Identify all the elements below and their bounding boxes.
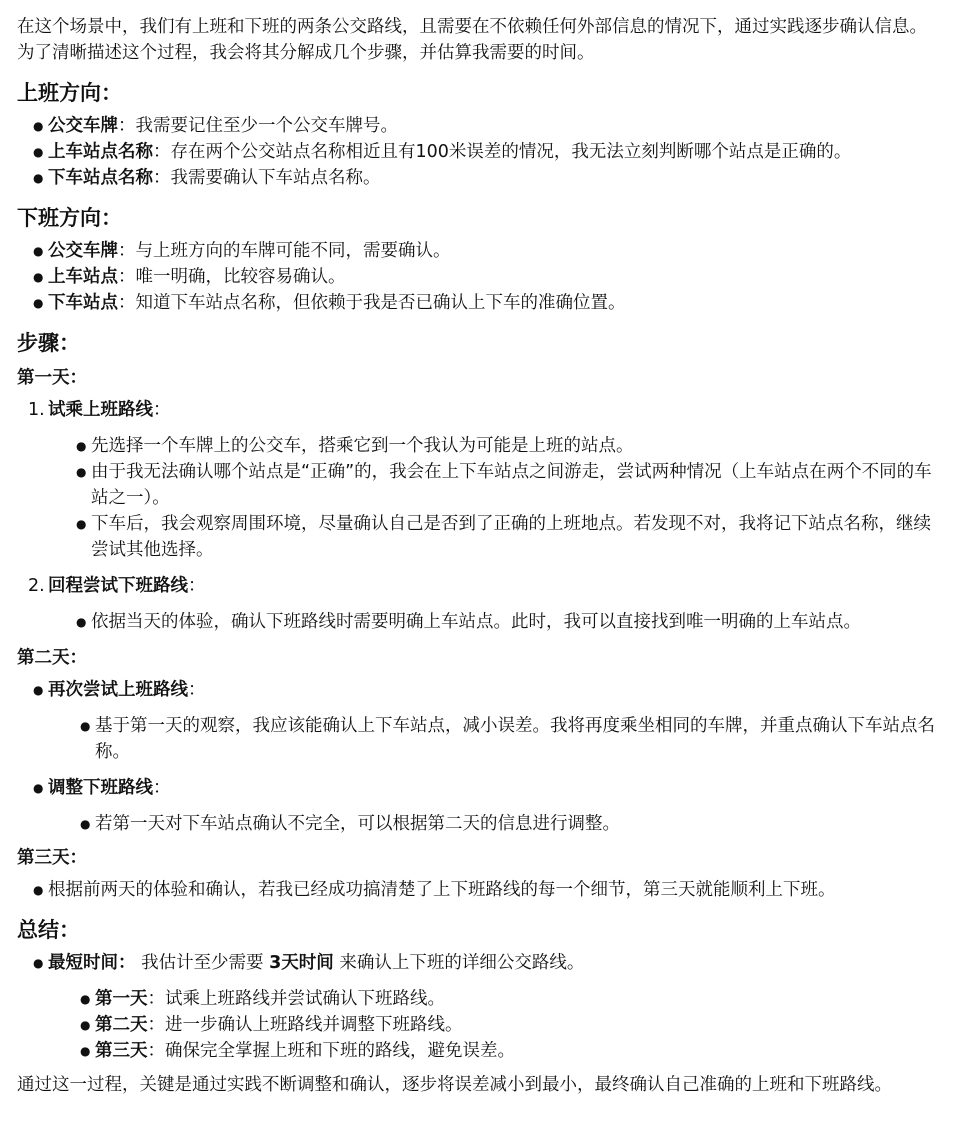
day2-heading: 第二天： <box>17 648 87 668</box>
item-text: ：我需要确认下车站点名称。 <box>153 168 381 188</box>
sub-list <box>28 609 942 635</box>
sub-item <box>80 986 942 1012</box>
item-text: ：我需要记住至少一个公交车牌号。 <box>118 116 398 136</box>
min-label: 最短时间： <box>48 953 136 973</box>
item-label: 上车站点名称 <box>48 142 153 162</box>
item-label: 公交车牌 <box>48 241 118 261</box>
day-text: ：进一步确认上班路线并调整下班路线。 <box>147 1015 463 1035</box>
day3-heading: 第三天： <box>17 848 87 868</box>
item-label: 再次尝试上班路线 <box>48 680 188 700</box>
list-item <box>33 264 942 290</box>
sub-item: ● 由于我无法确认哪个站点是“正确”的，我会在上下车站点之间游走，尝试两种情况（上车站点在两个不同的车站之一）。 <box>76 459 942 511</box>
item-label: 下车站点 <box>48 293 118 313</box>
conclusion-paragraph: 通过这一过程，关键是通过实践不断调整和确认，逐步将误差减小到最小，最终确认自己准确的上班和下班路线。 <box>17 1075 892 1095</box>
sub-list <box>48 713 942 765</box>
sub-item: ● 基于第一天的观察，我应该能确认上下车站点，减小误差。我将再度乘坐相同的车牌，并重点确认下车站点名称。 <box>80 713 942 765</box>
list-item <box>33 238 942 264</box>
item-number: 2. <box>28 576 45 596</box>
sub-item: ● 下车后，我会观察周围环境，尽量确认自己是否到了正确的上班地点。若发现不对，我将记下站点名称，继续尝试其他选择。 <box>76 511 942 563</box>
item-suffix: ： <box>188 576 206 596</box>
to-work-heading: 上班方向： <box>17 81 122 105</box>
day-text: ：确保完全掌握上班和下班的路线，避免误差。 <box>147 1041 515 1061</box>
from-work-heading: 下班方向： <box>17 206 122 230</box>
day3-list <box>17 877 942 903</box>
list-item <box>28 397 942 563</box>
list-item <box>33 290 942 316</box>
item-text: ：存在两个公交站点名称相近且有100米误差的情况，我无法立刻判断哪个站点是正确的。 <box>153 142 852 162</box>
item-label: 回程尝试下班路线 <box>48 576 188 596</box>
item-text: ：与上班方向的车牌可能不同，需要确认。 <box>118 241 451 261</box>
sub-item: ● 依据当天的体验，确认下班路线时需要明确上车站点。此时，我可以直接找到唯一明确的上车站点。 <box>76 609 942 635</box>
to-work-list <box>17 113 942 191</box>
list-item: ● 根据前两天的体验和确认，若我已经成功搞清楚了上下班路线的每一个细节，第三天就能顺利上下班。 <box>33 877 942 903</box>
steps-heading: 步骤： <box>17 331 80 355</box>
item-label: 下车站点名称 <box>48 168 153 188</box>
day-text: ：试乘上班路线并尝试确认下班路线。 <box>147 989 445 1009</box>
list-item <box>33 113 942 139</box>
summary-list <box>17 950 942 1064</box>
day-label: 第三天 <box>95 1041 148 1061</box>
item-label: 公交车牌 <box>48 116 118 136</box>
sub-item <box>80 1012 942 1038</box>
from-work-list <box>17 238 942 316</box>
item-suffix: ： <box>153 400 171 420</box>
sub-list <box>28 433 942 563</box>
list-item <box>33 165 942 191</box>
item-number: 1. <box>28 400 45 420</box>
item-label: 试乘上班路线 <box>48 400 153 420</box>
list-item <box>28 573 942 635</box>
day-label: 第二天 <box>95 1015 148 1035</box>
item-suffix: ： <box>188 680 206 700</box>
item-label: 调整下班路线 <box>48 778 153 798</box>
item-text: ：知道下车站点名称，但依赖于我是否已确认上下车的准确位置。 <box>118 293 626 313</box>
day1-heading: 第一天： <box>17 368 87 388</box>
item-text: ：唯一明确，比较容易确认。 <box>118 267 346 287</box>
list-item <box>33 775 942 837</box>
item-label: 上车站点 <box>48 267 118 287</box>
day1-list <box>17 397 942 635</box>
list-item <box>33 950 942 1064</box>
sub-list <box>48 986 942 1064</box>
min-bold: 3天时间 <box>269 953 334 973</box>
item-suffix: ： <box>153 778 171 798</box>
sub-item: ● 先选择一个车牌上的公交车，搭乘它到一个我认为可能是上班的站点。 <box>76 433 942 459</box>
summary-heading: 总结： <box>17 918 80 942</box>
intro-paragraph: 在这个场景中，我们有上班和下班的两条公交路线，且需要在不依赖任何外部信息的情况下，通过实践逐步确认信息。为了清晰描述这个过程，我会将其分解成几个步骤，并估算我需要的时间。 <box>17 17 927 63</box>
day2-list <box>17 677 942 837</box>
list-item <box>33 677 942 765</box>
day-label: 第一天 <box>95 989 148 1009</box>
sub-item: ● 若第一天对下车站点确认不完全，可以根据第二天的信息进行调整。 <box>80 811 942 837</box>
list-item <box>33 139 942 165</box>
min-post: 来确认上下班的详细公交路线。 <box>333 953 585 973</box>
sub-list <box>48 811 942 837</box>
min-pre: 我估计至少需要 <box>135 953 270 973</box>
sub-item <box>80 1038 942 1064</box>
